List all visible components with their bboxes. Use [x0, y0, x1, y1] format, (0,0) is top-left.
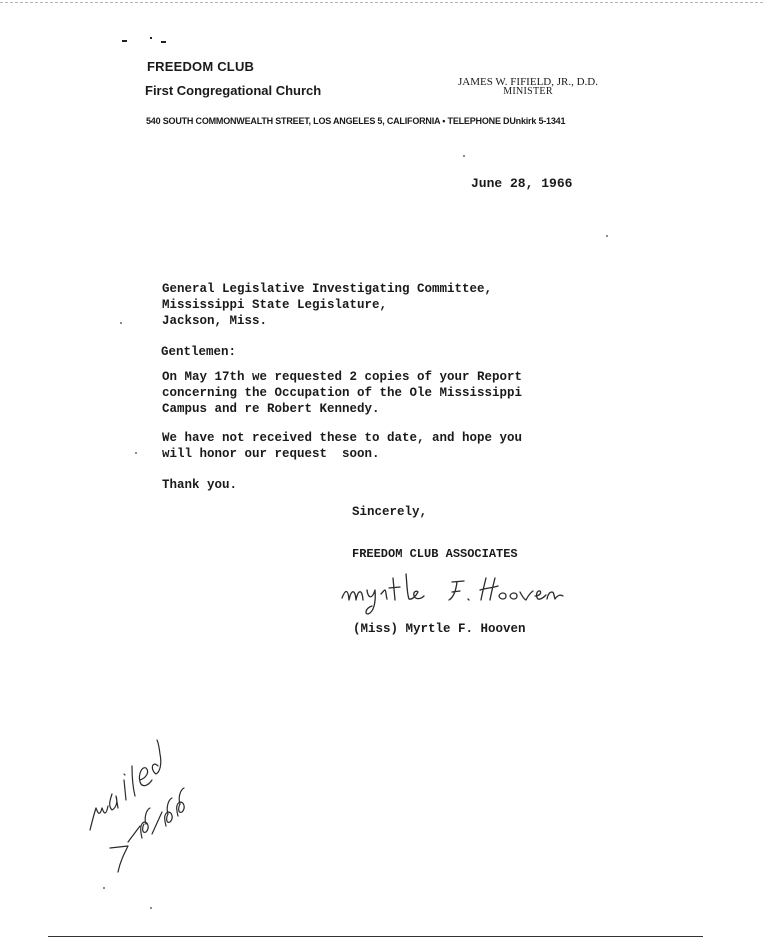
recipient-line: Jackson, Miss. [162, 314, 268, 328]
signer-name: (Miss) Myrtle F. Hooven [353, 622, 526, 636]
speck [150, 37, 152, 39]
paper-mark [606, 235, 608, 237]
page-bottom-rule [48, 936, 703, 937]
signoff-org: FREEDOM CLUB ASSOCIATES [352, 547, 518, 561]
body-line: will honor our request soon. [162, 447, 380, 461]
body-paragraph [162, 430, 522, 462]
paper-mark [120, 322, 122, 324]
letter-date: June 28, 1966 [471, 176, 573, 191]
body-paragraph [162, 369, 522, 417]
paper-mark [103, 887, 105, 889]
body-line: We have not received these to date, and hope you [162, 431, 523, 445]
handwritten-mailed-annotation [80, 730, 200, 880]
salutation: Gentlemen: [161, 345, 237, 359]
paper-mark [463, 155, 465, 157]
letterhead-minister-name: JAMES W. FIFIELD, JR., D.D. [458, 76, 598, 88]
body-paragraph [162, 477, 237, 493]
letterhead-address: 540 SOUTH COMMONWEALTH STREET, LOS ANGELES 5, CALIFORNIA • TELEPHONE DUnkirk 5-1341 [146, 116, 566, 126]
letterhead-church: First Congregational Church [145, 83, 322, 98]
body-line: Thank you. [162, 478, 238, 492]
recipient-line: General Legislative Investigating Committee, [162, 282, 493, 296]
body-line: Campus and re Robert Kennedy. [162, 402, 380, 416]
letterhead-org-name: FREEDOM CLUB [147, 59, 255, 74]
speck [122, 40, 127, 42]
recipient-block [162, 281, 492, 329]
letterhead-minister-title: MINISTER [503, 86, 553, 97]
closing: Sincerely, [352, 505, 428, 519]
body-line: On May 17th we requested 2 copies of your Report [162, 370, 523, 384]
handwritten-signature [336, 566, 576, 618]
paper-mark [150, 907, 152, 909]
body-line: concerning the Occupation of the Ole Mississippi [162, 386, 523, 400]
paper-mark [135, 452, 137, 454]
speck [161, 41, 166, 43]
recipient-line: Mississippi State Legislature, [162, 298, 388, 312]
page-top-border [0, 2, 763, 3]
